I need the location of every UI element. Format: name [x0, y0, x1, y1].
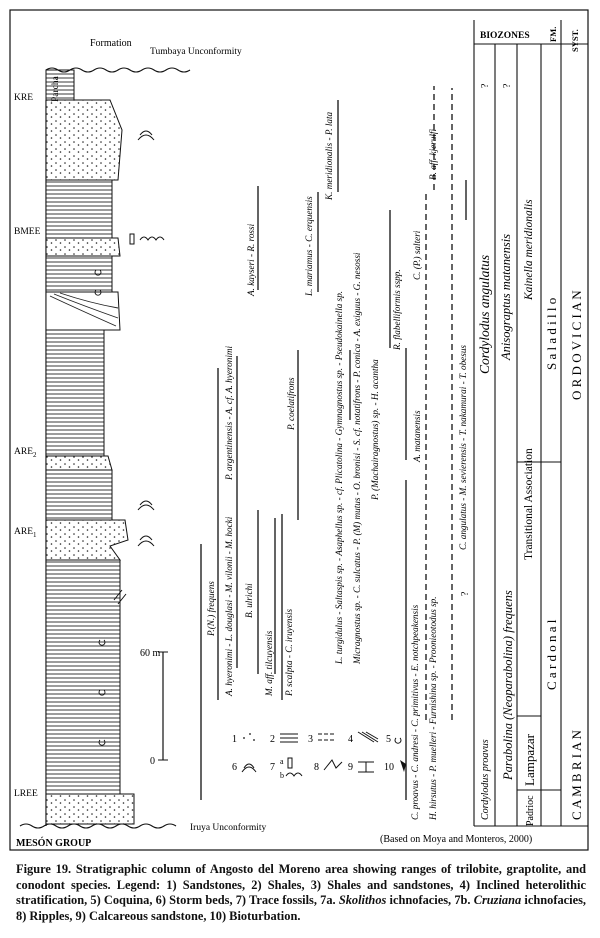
- species-label-ulrichi: B. ulrichi: [244, 583, 254, 618]
- zone-cordylodus-angulatus: Cordylodus angulatus: [477, 254, 492, 374]
- species-label-hirsutus: H. hirsutus - P. muelleri - Furnishina sp. - Proonieotodus sp.: [428, 596, 438, 820]
- species-label-scalpta: P. scalpta - C. iruyensis: [284, 608, 294, 696]
- species-label-tilcuyensis: M. aff. tilcuyensis: [264, 630, 274, 696]
- event-kre: KRE: [14, 93, 33, 103]
- ripple-symbols: [114, 237, 164, 604]
- species-label-turgidulus: L. turgidulus - Saltaspis sp. - Asaphellus sp. - cf. Plicatolina - Gymnagnostus sp. - Pseudokainella sp.: [334, 290, 344, 664]
- event-lree: LREE: [14, 789, 38, 799]
- header-syst: SYST.: [570, 29, 580, 52]
- legend-shale-sandstone-icon: [318, 734, 336, 740]
- zone-parabolina: Parabolina (Neoparabolina) frequens: [501, 590, 515, 780]
- bottom-unconformity-line: [20, 824, 176, 828]
- species-label-frequens: P.(N.) frequens: [206, 581, 216, 636]
- bed-shale-4: [46, 180, 112, 238]
- zone-cardonal: C a r d o n a l: [544, 619, 559, 690]
- bed-base-sandstone: [46, 794, 134, 824]
- bed-mid-shale-1: [46, 470, 112, 520]
- caption-part-3: ichnofacies, 8) Ripples, 9) Calcareous sandstone, 10) Bioturbation.: [16, 893, 586, 923]
- legend-num-5: 5: [386, 734, 391, 745]
- legend-calcareous-icon: [358, 762, 374, 772]
- legend-storm-bed-icon: [242, 764, 256, 772]
- caption-part-1: Stratigraphic column of Angosto del Moreno area showing ranges of trilobite, graptolite, and conodont species. Legend: 1) Sandstones, 2) Shales, 3) Shales and sandstones, 4) Inclined heterolithic stratification, 5) Coquina, 6) Storm beds, 7) Trace fossils, 7a.: [16, 862, 586, 908]
- species-label-coelatifrons: P. coelatifrons: [286, 377, 296, 430]
- zone-question-1: ?: [480, 83, 491, 88]
- zone-lampazar: Lampazar: [522, 734, 537, 786]
- species-label-argentinensis: P. argentinensis - A. cf. A. hyeronimi: [224, 345, 234, 480]
- species-label-meridionalis: K. meridionalis - P. lata: [324, 111, 334, 200]
- species-label-angulatus: C. angulatus - M. sevierensis - T. nakamurai - T. obesus: [458, 344, 468, 550]
- species-label-micragnostus: Micragnostus sp. - C. sulcatus - P. (M) mutus - O. bronisi - S. cf. notatifrons - P. conica - A. exiguus - G. nesossi: [352, 252, 362, 664]
- formation-label: Formation: [90, 38, 132, 49]
- event-labels: [14, 93, 41, 799]
- legend-ripples-icon: [324, 760, 342, 770]
- caption-skolithos: Skolithos: [338, 893, 387, 908]
- zone-transitional: Transitional Association: [523, 448, 535, 560]
- bed-lower-shale: [46, 560, 120, 794]
- species-label-proavus: C. proavus - C. andresi - C. primitivus - E. notchpeakensis: [410, 604, 420, 820]
- legend-num-4: 4: [348, 734, 353, 745]
- biozone-table: [474, 20, 588, 826]
- zone-kainella: Kainella meridionalis: [523, 199, 535, 300]
- species-label-hyeronimi: A. hyeronimi - L. douglasi - M. vilonii - M. hocki: [224, 516, 234, 696]
- bed-mid-shale-2: [46, 330, 104, 456]
- legend-heterolithic-icon: [358, 732, 378, 742]
- event-bmee: BMEE: [14, 227, 41, 237]
- zone-question-3: ?: [460, 591, 471, 596]
- stratigraphic-column: [20, 68, 190, 828]
- legend-num-10: 10: [384, 762, 394, 773]
- zone-question-2: ?: [502, 83, 513, 88]
- zone-ordovician: O R D O V I C I A N: [569, 290, 584, 400]
- event-are2: $ARE_2$: [14, 447, 37, 459]
- legend-num-6: 6: [232, 762, 237, 773]
- legend-bioturbation-icon: [400, 760, 406, 772]
- species-label-flabelliformis: R. flabelliformis sspp.: [392, 269, 402, 350]
- species-label-machairagnostus: P. (Machairagnostus) sp. - H. acantha: [370, 359, 380, 500]
- meson-group-label: MESÓN GROUP: [16, 838, 92, 849]
- species-label-kjerulfi: B. aff. kjerulfi: [428, 128, 438, 180]
- species-label-salteri: C. (P.) salteri: [412, 230, 422, 280]
- zone-anisograptus: Anisograptus matanensis: [499, 233, 513, 360]
- legend-num-7a: a: [280, 757, 284, 766]
- bed-shale-3: [46, 256, 112, 292]
- legend-shale-icon: [280, 734, 298, 742]
- legend-num-7b: b: [280, 771, 284, 780]
- bottom-unconformity-label: Iruya Unconformity: [190, 823, 267, 833]
- zone-cambrian: C A M B R I A N: [569, 730, 584, 820]
- species-label-matanensis: A. matanensis: [412, 410, 422, 462]
- zone-padrioc: Padrioc: [525, 795, 536, 826]
- parcha-label: Parcha: [51, 76, 61, 102]
- scale-top-label: 60 m: [140, 648, 161, 659]
- caption-cruziana: Cruziana: [473, 893, 522, 908]
- legend-num-8: 8: [314, 762, 319, 773]
- legend-num-7: 7: [270, 762, 275, 773]
- bioturbation-symbol: [130, 234, 134, 244]
- zone-cordylodus-proavus: Cordylodus proavus: [480, 739, 491, 820]
- legend-trace-fossil-icon: [286, 758, 302, 776]
- legend-num-3: 3: [308, 734, 313, 745]
- legend-num-2: 2: [270, 734, 275, 745]
- bed-upper-sandstone: [46, 100, 122, 180]
- legend-coquina-icon: [395, 738, 401, 743]
- legend: [232, 732, 406, 780]
- bed-are2-sandstone: [46, 456, 112, 470]
- caption-part-2: ichnofacies, 7b.: [386, 893, 474, 908]
- legend-num-1: 1: [232, 734, 237, 745]
- header-fm: FM.: [548, 26, 558, 42]
- caption-lead: Figure 19.: [16, 862, 72, 876]
- header-biozones: BIOZONES: [480, 31, 530, 41]
- bed-bmee-sandstone: [46, 238, 120, 256]
- zone-labels: [460, 83, 584, 826]
- event-are1: $ARE_1$: [14, 527, 37, 539]
- scale-bottom-label: 0: [150, 756, 155, 767]
- zone-saladillo: S a l a d i l l o: [544, 297, 559, 370]
- species-labels: [206, 111, 468, 821]
- top-unconformity-label: Tumbaya Unconformity: [150, 47, 242, 57]
- legend-sandstone-icon: [243, 733, 255, 741]
- species-label-mariamus: L. mariamus - C. erquensis: [304, 196, 314, 296]
- bed-are1-sandstone: [46, 520, 128, 560]
- figure-caption: [16, 862, 586, 924]
- legend-num-9: 9: [348, 762, 353, 773]
- storm-bed-symbols: [138, 131, 154, 546]
- based-on-label: (Based on Moya and Monteros, 2000): [380, 834, 533, 845]
- species-label-kayseri: A. kayseri - R. rossi: [246, 223, 256, 296]
